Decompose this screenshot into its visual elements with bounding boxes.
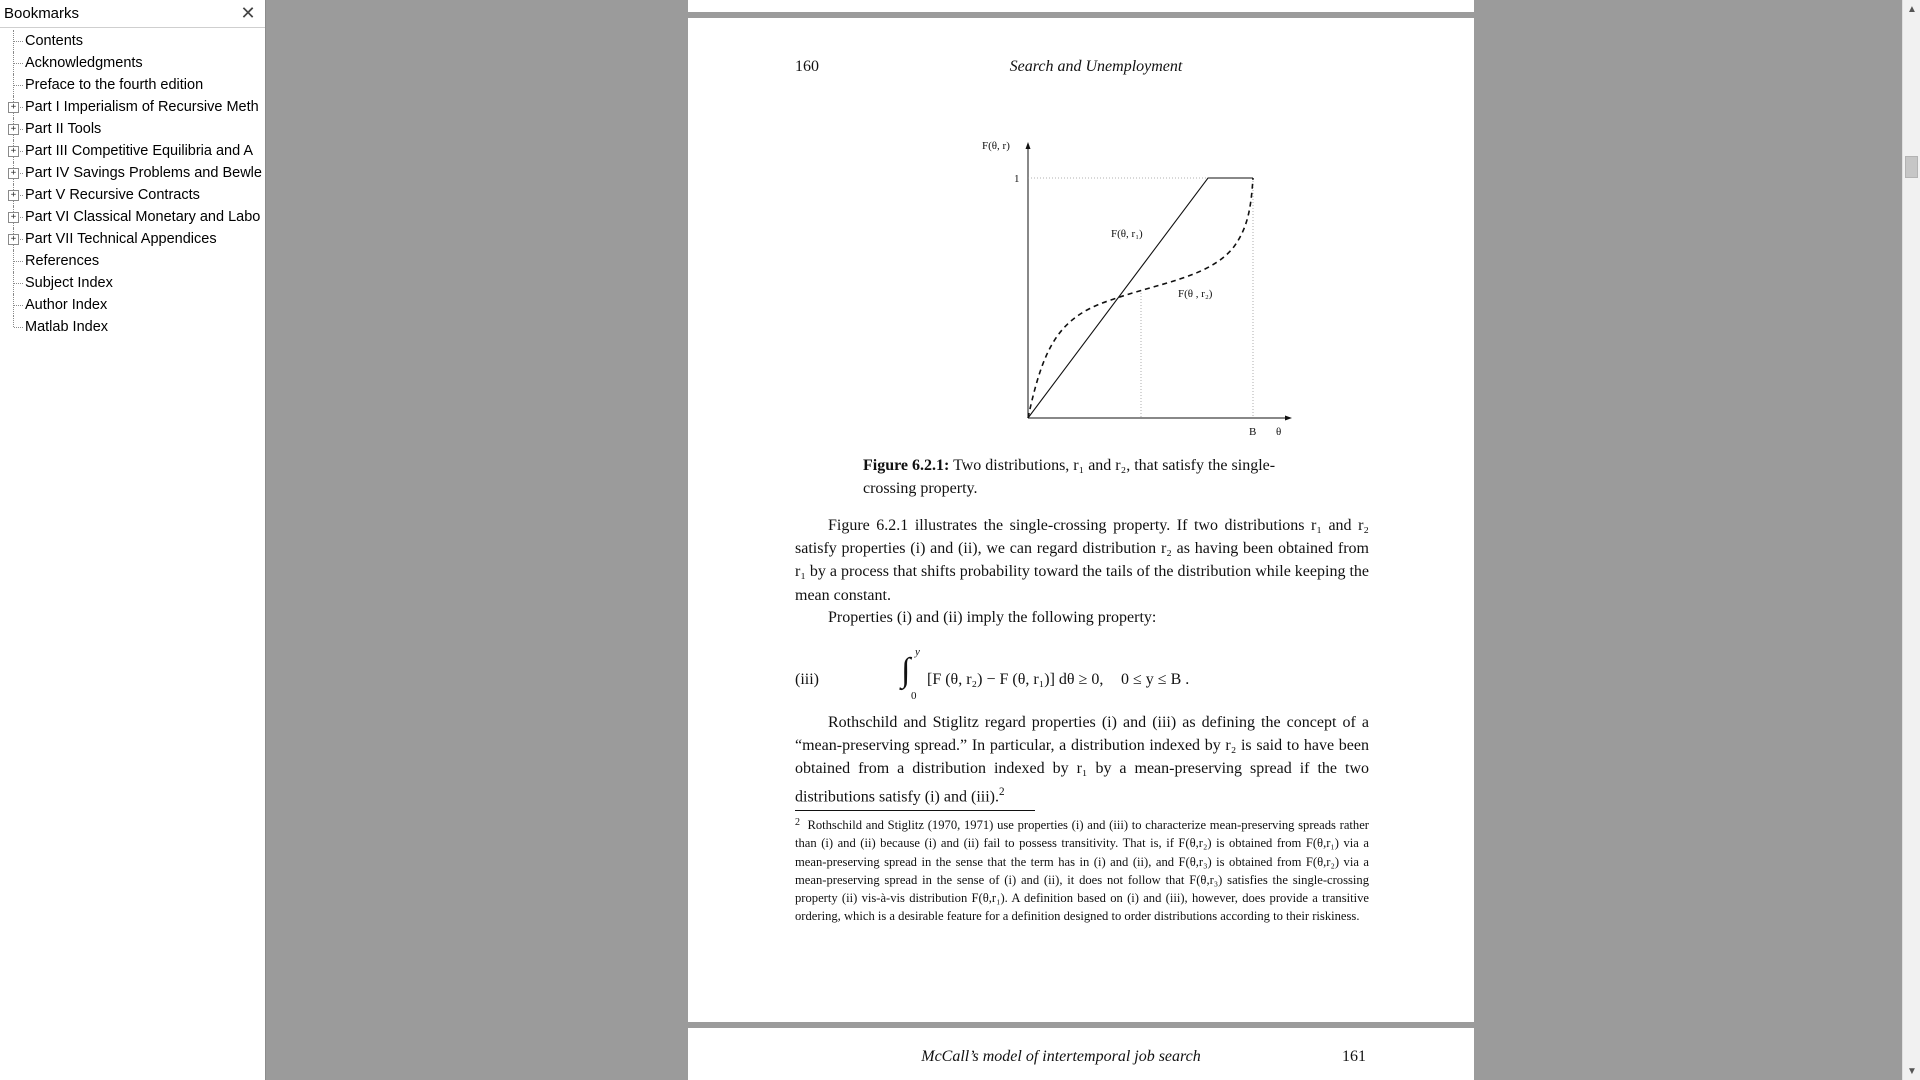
bookmark-item[interactable] bbox=[0, 184, 265, 206]
y-axis-label: F(θ, r) bbox=[982, 140, 1010, 152]
bookmark-item[interactable] bbox=[0, 228, 265, 250]
expand-icon[interactable]: + bbox=[8, 102, 19, 113]
next-page-number: 161 bbox=[1342, 1048, 1366, 1065]
equation-condition: 0 ≤ y ≤ B . bbox=[1121, 671, 1190, 688]
bookmark-item[interactable] bbox=[0, 272, 265, 294]
close-icon[interactable]: ✕ bbox=[240, 3, 256, 23]
bookmark-item[interactable] bbox=[0, 30, 265, 52]
expand-icon[interactable]: + bbox=[8, 234, 19, 245]
y-tick-1: 1 bbox=[1014, 173, 1020, 185]
caption-text: Two distributions, r₁ and r₂, that satisfy the single-crossing property. bbox=[863, 457, 1276, 497]
equation-iii bbox=[795, 646, 1369, 714]
bookmark-item[interactable] bbox=[0, 294, 265, 316]
bookmark-item[interactable] bbox=[0, 162, 265, 184]
tree-line bbox=[13, 316, 15, 327]
tree-branch bbox=[14, 85, 23, 86]
bookmark-label: Part V Recursive Contracts bbox=[25, 187, 200, 203]
figure-6-2-1 bbox=[688, 18, 1474, 458]
tree-branch bbox=[14, 261, 23, 262]
bookmark-label: Part III Competitive Equilibria and A bbox=[25, 143, 254, 159]
bookmark-label: Part I Imperialism of Recursive Meth bbox=[25, 99, 259, 115]
running-head: Search and Unemployment bbox=[1009, 58, 1183, 75]
bookmark-item[interactable] bbox=[0, 74, 265, 96]
bookmark-item[interactable] bbox=[0, 316, 265, 338]
bookmarks-panel bbox=[0, 0, 266, 1080]
bookmarks-header bbox=[0, 0, 265, 28]
page-160 bbox=[688, 18, 1474, 1022]
expand-icon[interactable]: + bbox=[8, 190, 19, 201]
x-tick-B: B bbox=[1249, 426, 1257, 438]
bookmark-item[interactable] bbox=[0, 96, 265, 118]
expand-icon[interactable]: + bbox=[8, 146, 19, 157]
bookmark-item[interactable] bbox=[0, 52, 265, 74]
next-running-head: McCall’s model of intertemporal job search bbox=[921, 1048, 1201, 1065]
bookmarks-title: Bookmarks bbox=[4, 5, 80, 22]
integral-upper: y bbox=[915, 646, 920, 658]
bookmark-item[interactable] bbox=[0, 118, 265, 140]
paragraph: Properties (i) and (ii) imply the following property: bbox=[828, 609, 1157, 626]
scroll-thumb[interactable] bbox=[1905, 156, 1918, 178]
page-161 bbox=[688, 1028, 1474, 1080]
footnote-marker[interactable]: 2 bbox=[998, 785, 1005, 798]
previous-page bbox=[688, 0, 1474, 12]
bookmarks-tree bbox=[0, 28, 265, 338]
bookmark-label: References bbox=[25, 253, 100, 269]
bookmark-label: Part II Tools bbox=[25, 121, 102, 137]
document-viewer[interactable] bbox=[266, 0, 1902, 1080]
footnote-number: 2 bbox=[795, 817, 800, 828]
tree-branch bbox=[14, 41, 23, 42]
x-axis-label: θ bbox=[1276, 426, 1282, 438]
curve-r2 bbox=[1028, 178, 1253, 418]
paragraph: Figure 6.2.1 illustrates the single-crossing property. If two distributions r₁ and r₂ satisfy properties (i) and (ii), we can regard distribution r₂ as having been obtained from r₁ by a process that shifts probability toward the tails of the distribution while keeping the mean constant. bbox=[795, 517, 1369, 604]
y-axis-arrow bbox=[1026, 142, 1031, 149]
curve-r2-label: F(θ , r₂) bbox=[1178, 288, 1213, 300]
bookmark-label: Part VI Classical Monetary and Labo bbox=[25, 209, 261, 225]
scroll-down-icon[interactable]: ▼ bbox=[1907, 1065, 1917, 1077]
bookmark-item[interactable] bbox=[0, 250, 265, 272]
bookmark-label: Subject Index bbox=[25, 275, 113, 291]
integrand: [F (θ, r₂) − F (θ, r₁)] dθ ≥ 0, bbox=[927, 671, 1104, 688]
integral-lower: 0 bbox=[911, 690, 917, 702]
expand-icon[interactable]: + bbox=[8, 124, 19, 135]
tree-branch bbox=[14, 283, 23, 284]
page-number: 160 bbox=[795, 58, 819, 75]
paragraph bbox=[795, 711, 1369, 808]
tree-branch bbox=[14, 305, 23, 306]
bookmark-label: Acknowledgments bbox=[25, 55, 143, 71]
bookmark-label: Contents bbox=[25, 33, 84, 49]
tree-branch bbox=[14, 63, 23, 64]
caption-label: Figure 6.2.1: bbox=[863, 457, 950, 474]
bookmark-label: Part VII Technical Appendices bbox=[25, 231, 217, 247]
bookmark-label: Matlab Index bbox=[25, 319, 109, 335]
integral-sign: ∫ bbox=[901, 652, 911, 689]
footnote-rule bbox=[795, 810, 1035, 811]
equation-label: (iii) bbox=[795, 671, 819, 688]
figure-caption bbox=[863, 454, 1313, 500]
bookmark-item[interactable] bbox=[0, 140, 265, 162]
paragraph-text: Rothschild and Stiglitz regard properties (i) and (iii) as defining the concept of a “mean-preserving spread.” In particular, a distribution indexed by r₂ is said to have been obtained from a distribution indexed by r₁ by a mean-preserving spread if the two distributions satisfy (i) and (iii). bbox=[795, 714, 1369, 805]
tree-branch bbox=[14, 327, 23, 328]
footnote-text: Rothschild and Stiglitz (1970, 1971) use properties (i) and (iii) to characterize mean-preserving spreads rather than (i) and (ii) because (i) and (ii) fail to possess transitivity. That is, if F(θ,r₂) is obtained from F(θ,r₁) via a mean-preserving spread in the sense that the term has in (i) and (ii), and F(θ,r₃) is obtained from F(θ,r₂) via a mean-preserving spread in the sense of (i) and (ii), it does not follow that F(θ,r₃) satisfies the single-crossing property (ii) vis-à-vis distribution F(θ,r₁). A definition based on (i) and (iii), however, does provide a transitive ordering, which is a desirable feature for a definition designed to order distributions according to their riskiness. bbox=[795, 818, 1369, 924]
x-axis-arrow bbox=[1285, 416, 1292, 421]
vertical-scrollbar[interactable] bbox=[1902, 0, 1920, 1080]
bookmark-label: Preface to the fourth edition bbox=[25, 77, 204, 93]
bookmark-label: Part IV Savings Problems and Bewle bbox=[25, 165, 262, 181]
footnote bbox=[795, 816, 1369, 926]
expand-icon[interactable]: + bbox=[8, 168, 19, 179]
bookmark-label: Author Index bbox=[25, 297, 108, 313]
scroll-up-icon[interactable]: ▲ bbox=[1907, 3, 1917, 15]
expand-icon[interactable]: + bbox=[8, 212, 19, 223]
bookmark-item[interactable] bbox=[0, 206, 265, 228]
curve-r1-label: F(θ, r₁) bbox=[1111, 228, 1143, 240]
curve-r1 bbox=[1028, 178, 1253, 418]
